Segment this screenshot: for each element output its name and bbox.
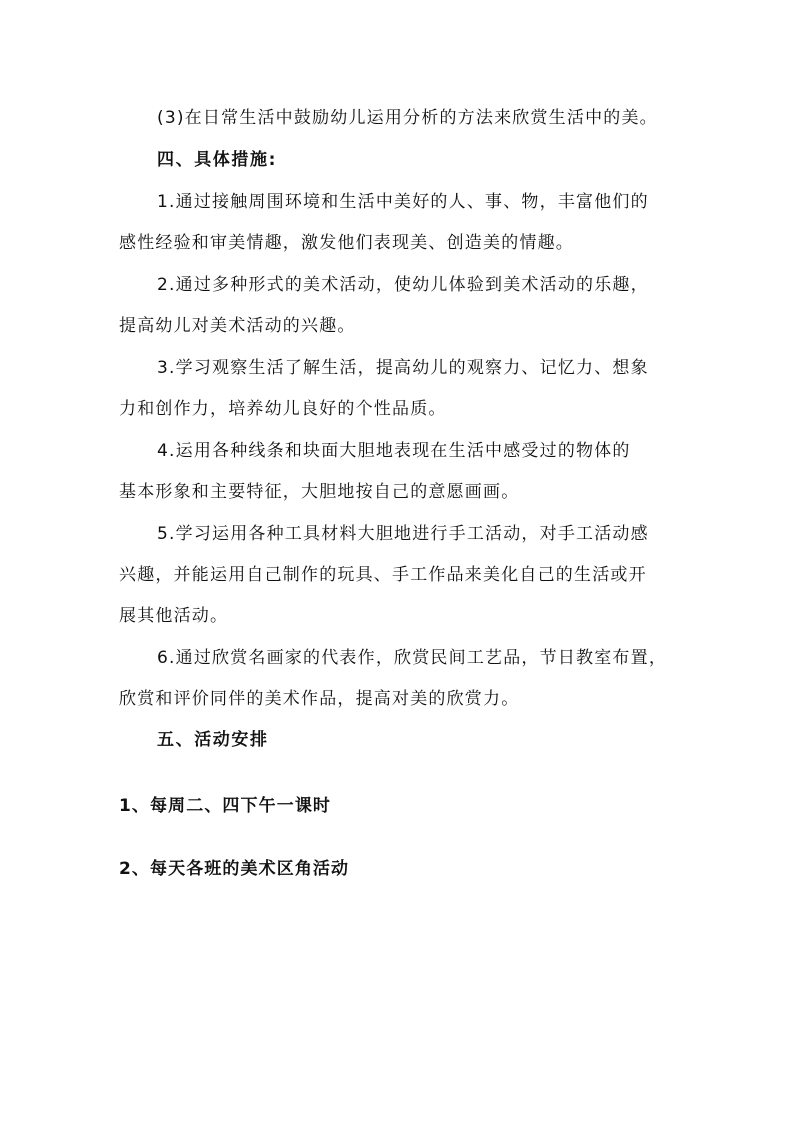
- measure-1-line-1: 1.通过接触周围环境和生活中美好的人、事、物，丰富他们的: [157, 192, 649, 212]
- measure-1-line-2: 感性经验和审美情趣，激发他们表现美、创造美的情趣。: [119, 233, 574, 253]
- measure-6-line-2: 欣赏和评价同伴的美术作品，提高对美的欣赏力。: [119, 689, 520, 709]
- measure-5-line-3: 展其他活动。: [119, 606, 229, 626]
- measure-2-line-2: 提高幼儿对美术活动的兴趣。: [119, 316, 356, 336]
- measure-5-line-2: 兴趣，并能运用自己制作的玩具、手工作品来美化自己的生活或开: [119, 565, 647, 585]
- measure-3-line-1: 3.学习观察生活了解生活，提高幼儿的观察力、记忆力、想象: [157, 358, 649, 378]
- measure-4-line-2: 基本形象和主要特征，大胆地按自己的意愿画画。: [119, 482, 520, 502]
- measure-2-line-1: 2.通过多种形式的美术活动，使幼儿体验到美术活动的乐趣，: [157, 275, 649, 295]
- activity-item-1: 1、每周二、四下午一课时: [119, 796, 332, 816]
- section-heading-measures: 四、具体措施:: [157, 150, 277, 170]
- section-heading-activities: 五、活动安排: [157, 730, 269, 750]
- activity-item-2: 2、每天各班的美术区角活动: [119, 859, 350, 879]
- paragraph-goal-3: (3)在日常生活中鼓励幼儿运用分析的方法来欣赏生活中的美。: [157, 108, 658, 128]
- measure-3-line-2: 力和创作力，培养幼儿良好的个性品质。: [119, 399, 447, 419]
- measure-6-line-1: 6.通过欣赏名画家的代表作，欣赏民间工艺品，节日教室布置，: [157, 648, 668, 668]
- measure-4-line-1: 4.运用各种线条和块面大胆地表现在生活中感受过的物体的: [157, 441, 631, 461]
- measure-5-line-1: 5.学习运用各种工具材料大胆地进行手工活动，对手工活动感: [157, 524, 649, 544]
